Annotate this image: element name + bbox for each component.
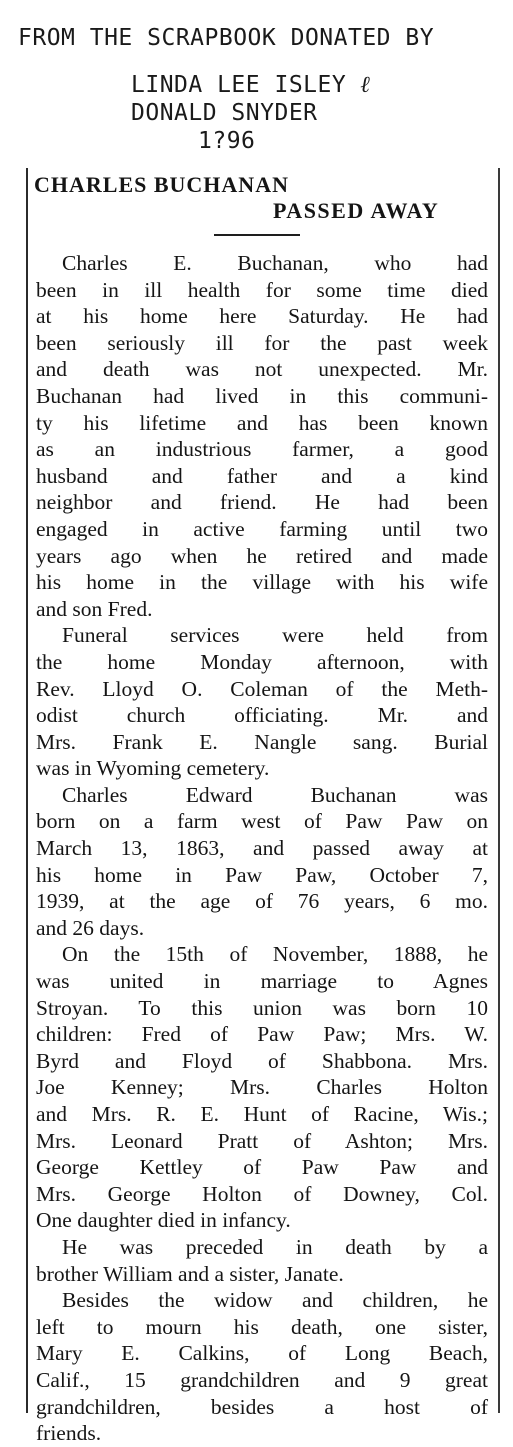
article-line: Mrs. George Holton of Downey, Col. <box>36 1181 488 1206</box>
article-line: ty his lifetime and has been known <box>36 410 488 435</box>
article-line: 1939, at the age of 76 years, 6 mo. <box>36 889 488 914</box>
article-line: children: Fred of Paw Paw; Mrs. W. <box>36 1022 488 1047</box>
article-line: was in Wyoming cemetery. <box>36 756 270 781</box>
article-line: He was preceded in death by a <box>62 1234 488 1259</box>
article-body <box>36 250 488 1447</box>
article-line: his home in Paw Paw, October 7, <box>36 862 488 887</box>
article-line: Mrs. Frank E. Nangle sang. Burial <box>36 729 488 754</box>
donation-note: FROM THE SCRAPBOOK DONATED BY <box>18 25 435 51</box>
article-line: Funeral services were held from <box>62 623 488 648</box>
headline-passed-away: PASSED AWAY <box>273 198 440 223</box>
article-line: Buchanan had lived in this communi- <box>36 383 488 408</box>
article-line: Stroyan. To this union was born 10 <box>36 995 488 1020</box>
article-line: Calif., 15 grandchildren and 9 great <box>36 1367 488 1392</box>
article-line: as an industrious farmer, a good <box>36 437 488 462</box>
article-line: Mary E. Calkins, of Long Beach, <box>36 1341 488 1366</box>
article-line: years ago when he retired and made <box>36 543 488 568</box>
article-line: Rev. Lloyd O. Coleman of the Meth- <box>36 676 488 701</box>
article-line: friends. <box>36 1421 102 1446</box>
newspaper-clipping <box>26 168 500 1446</box>
year-stamp: 1?96 <box>198 128 256 154</box>
article-line: and son Fred. <box>36 596 153 621</box>
article-line: and Mrs. R. E. Hunt of Racine, Wis.; <box>36 1102 488 1126</box>
donor-name-1 <box>131 70 371 100</box>
article-line: and death was not unexpected. Mr. <box>36 357 488 382</box>
article-line: his home in the village with his wife <box>36 570 488 595</box>
article-line: been seriously ill for the past week <box>36 330 488 355</box>
article-line: One daughter died in infancy. <box>36 1208 291 1233</box>
article-line: left to mourn his death, one sister, <box>36 1314 488 1339</box>
donor-name-1-text: LINDA LEE ISLEY <box>131 72 347 98</box>
article-line: husband and father and a kind <box>36 463 488 488</box>
article-line: Charles E. Buchanan, who had <box>62 251 488 275</box>
handwritten-mark: ℓ <box>360 71 371 98</box>
article-line: Charles Edward Buchanan was <box>62 782 488 807</box>
article-line: George Kettley of Paw Paw and <box>36 1155 488 1180</box>
article-line: been in ill health for some time died <box>36 277 488 302</box>
headline-rule <box>214 234 300 236</box>
article-line: was united in marriage to Agnes <box>36 969 488 994</box>
article-line: and 26 days. <box>36 915 145 940</box>
article-line: March 13, 1863, and passed away at <box>36 836 488 861</box>
article-line: Byrd and Floyd of Shabbona. Mrs. <box>36 1048 488 1073</box>
headline-name: CHARLES BUCHANAN <box>34 172 289 197</box>
article-line: at his home here Saturday. He had <box>36 304 488 329</box>
article-line: Mrs. Leonard Pratt of Ashton; Mrs. <box>36 1128 488 1153</box>
article-line: the home Monday afternoon, with <box>36 649 488 674</box>
article-line: odist church officiating. Mr. and <box>36 703 488 728</box>
article-line: Joe Kenney; Mrs. Charles Holton <box>36 1075 488 1100</box>
article-line: Besides the widow and children, he <box>62 1288 488 1313</box>
article-line: brother William and a sister, Janate. <box>36 1261 344 1286</box>
article-line: On the 15th of November, 1888, he <box>62 942 488 967</box>
article-line: grandchildren, besides a host of <box>36 1394 488 1419</box>
donor-name-2: DONALD SNYDER <box>131 100 318 126</box>
article-line: engaged in active farming until two <box>36 516 488 541</box>
article-line: born on a farm west of Paw Paw on <box>36 809 488 834</box>
article-line: neighbor and friend. He had been <box>36 490 488 515</box>
